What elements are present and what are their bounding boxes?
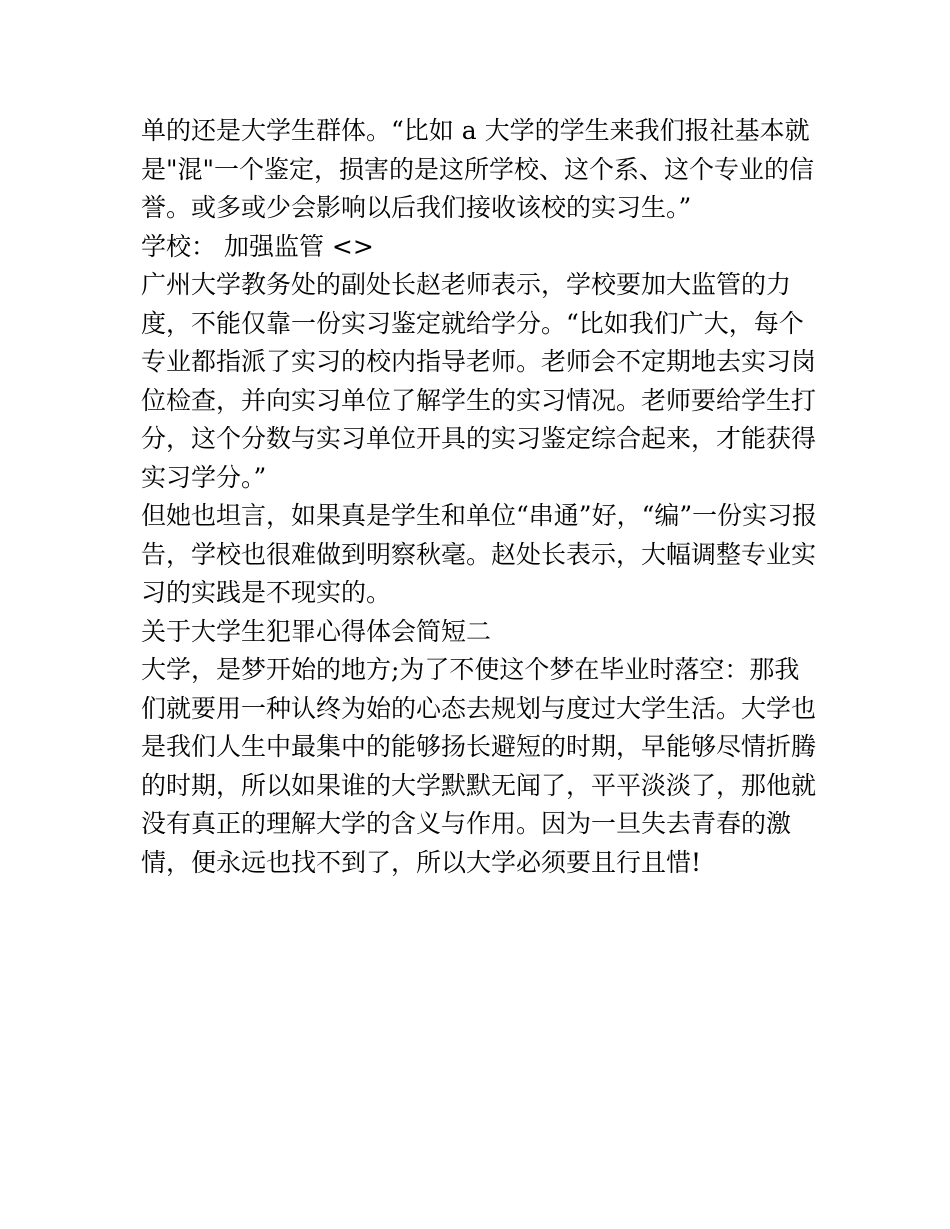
- text-line: 广州大学教务处的副处长赵老师表示，学校要加大监管的力: [141, 270, 792, 299]
- text-line: 是"混"一个鉴定，损害的是这所学校、这个系、这个专业的信: [141, 154, 815, 184]
- text-line: 的时期，所以如果谁的大学默默无闻了，平平淡淡了，那他就: [141, 770, 817, 800]
- text-line: 告，学校也很难做到明察秋毫。赵处长表示，大幅调整专业实: [141, 539, 817, 569]
- text-line: 位检查，并向实习单位了解学生的实习情况。老师要给学生打: [141, 385, 817, 415]
- text-line: 专业都指派了实习的校内指导老师。老师会不定期地去实习岗: [141, 347, 817, 376]
- text-line: 习的实践是不现实的。: [141, 578, 392, 607]
- text-line: 大学，是梦开始的地方;为了不使这个梦在毕业时落空：那我: [141, 655, 800, 684]
- text-line: 但她也坦言，如果真是学生和单位“串通”好，“编”一份实习报: [141, 501, 818, 530]
- text-line: 们就要用一种认终为始的心态去规划与度过大学生活。大学也: [141, 693, 817, 723]
- text-line: 没有真正的理解大学的含义与作用。因为一旦失去青春的激: [141, 809, 792, 838]
- section-heading: 关于大学生犯罪心得体会简短二: [141, 616, 492, 646]
- text-line: 分，这个分数与实习单位开具的实习鉴定综合起来，才能获得: [141, 424, 817, 453]
- document-body: [141, 112, 821, 882]
- text-line: 实习学分。”: [141, 462, 267, 492]
- text-line: 度，不能仅靠一份实习鉴定就给学分。“比如我们广大，每个: [141, 308, 804, 338]
- text-line: 情，便永远也找不到了，所以大学必须要且行且惜!: [141, 847, 702, 877]
- text-line: 誉。或多或少会影响以后我们接收该校的实习生。”: [141, 193, 692, 222]
- section-heading: 学校： 加强监管 <>: [141, 231, 374, 261]
- text-line: 是我们人生中最集中的能够扬长避短的时期，早能够尽情折腾: [141, 732, 817, 761]
- text-line: 单的还是大学生群体。“比如 a 大学的学生来我们报社基本就: [141, 116, 810, 145]
